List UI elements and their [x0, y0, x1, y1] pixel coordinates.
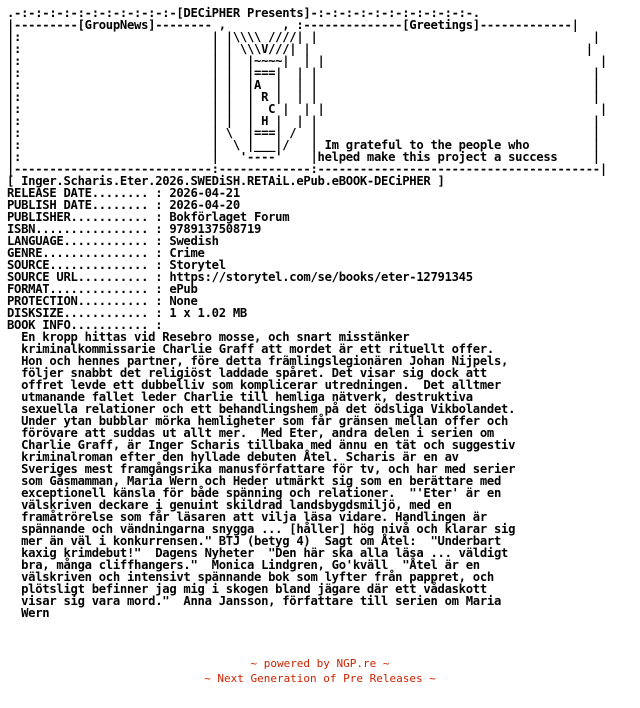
- footer-tagline: ~ Next Generation of Pre Releases ~: [204, 672, 436, 685]
- nfo-text: .-:-:-:-:-:-:-:-:-:-:-:-[DECiPHER Presents]-:-:-:-:-:-:-:-:-:-:-:-. |---------[GroupNews]-------- , , :--------------[Greetings]-------------| |: | |\\\\ ////| | | |: | | \\\V///| | | |: | | |~~~~| | | | |: | | |===| | | | |: | | |A | | | | |: | | | R | | | | |: | | | C | | | | |: | | | H | | | | |: | \ |===| / | | |: | \ |___|/ | Im grateful to the people who | |: | '----' |helped make this project a success | |----------------------------:-------------:----------------------------------------| [ Inger.Scharis.Eter.2026.SWEDiSH.RETAiL.ePub.eBOOK-DECiPHER ] RELEASE DATE........ : 2026-04-21 PUBLISH DATE........ : 2026-04-20 PUBLISHER........... : Bokförlaget Forum ISBN................ : 9789137508719 LANGUAGE............ : Swedish GENRE............... : Crime SOURCE.............. : Storytel SOURCE URL.......... : https://storytel.com/se/books/eter-12791345 FORMAT.............. : ePub PROTECTION.......... : None DISKSIZE............ : 1 x 1.02 MB BOOK INFO........... : En kropp hittas vid Resebro mosse, och snart misstänker kriminalkommissarie Charlie Graff att mordet är ett rituellt offer. Hon och hennes partner, före detta främlingslegionären Johan Nijpels, följer snabbt det religiöst laddade spåret. Det visar sig dock att offret levde ett dubbelliv som komplicerar utredningen. Det alltmer utmanande fallet leder Charlie till hemliga nätverk, destruktiva sexuella relationer och ett behandlingshem på det ödsliga Vikbolandet. Under ytan bubblar mörka hemligheter som får gränsen mellan offer och förövare att suddas ut allt mer. Med Eter, andra delen i serien om Charlie Graff, är Inger Scharis tillbaka med ännu en tät och suggestiv kriminalroman efter den hyllade debuten Åtel. Scharis är en av Sveriges mest framgångsrika manusförfattare för tv, och har med serier som Gåsmamman, Maria Wern och Heder utmärkt sig som en berättare med exceptionell känsla för både spänning och relationer. "'Eter' är en välskriven deckare i genuint skildrad landsbygdsmiljö, med en framåtrörelse som får läsaren att vilja läsa vidare. Handlingen är spännande och vändningarna snygga ... [håller] hög nivå och klarar sig mer än väl i konkurrensen." BTJ (betyg 4) Sagt om Åtel: "Underbart kaxig krimdebut!" Dagens Nyheter "Den här ska alla läsa ... väldigt bra, många cliffhangers." Monica Lindgren, Go'kväll "Åtel är en välskriven och intensivt spännande bok som lyfter från pappret, och plötsligt befinner jag mig i skogen bland jägare där ett vådaskott visar sig vara mord." Anna Jansson, författare till serien om Maria Wern: [7, 6, 607, 620]
- footer: [0, 656, 640, 686]
- footer-powered-by: ~ powered by NGP.re ~: [250, 657, 390, 670]
